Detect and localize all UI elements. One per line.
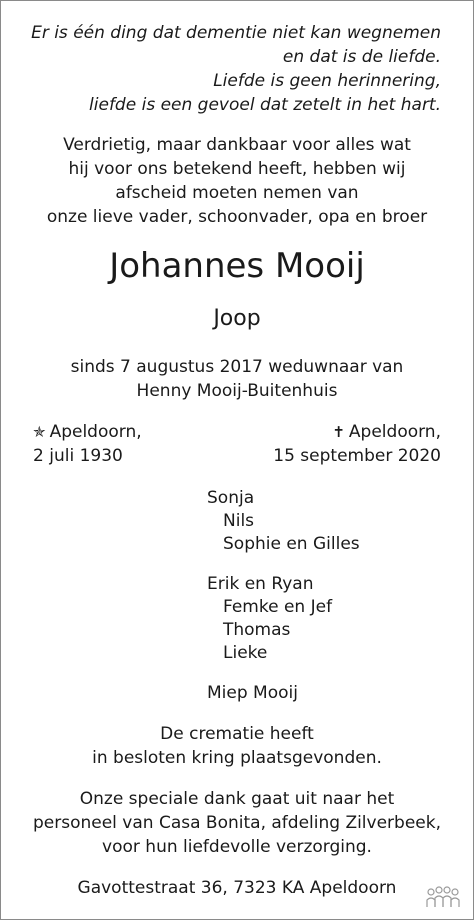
family-member: Erik en Ryan <box>207 574 314 594</box>
cremation-line: in besloten kring plaatsgevonden. <box>92 748 382 768</box>
cremation-line: De crematie heeft <box>160 724 314 744</box>
people-group-icon <box>425 883 461 909</box>
family-member: Sonja <box>207 488 255 508</box>
thanks-line: personeel van Casa Bonita, afdeling Zilverbeek, <box>32 813 442 833</box>
deceased-name: Johannes Mooij <box>109 246 365 286</box>
poem-line: Liefde is geen herinnering, <box>213 71 441 91</box>
address: Gavottestraat 36, 7323 KA Apeldoorn <box>77 878 397 898</box>
intro-line: Verdrietig, maar dankbaar voor alles wat <box>63 135 411 155</box>
birth-place: Apeldoorn, <box>49 422 142 442</box>
thanks-line: Onze speciale dank gaat uit naar het <box>79 789 395 809</box>
death-info <box>332 421 441 443</box>
nickname: Joop <box>213 306 261 331</box>
poem-line: en dat is de liefde. <box>282 47 441 67</box>
poem-line: Er is één ding dat dementie niet kan wegnemen <box>31 23 441 43</box>
widower-line: Henny Mooij-Buitenhuis <box>136 381 338 401</box>
intro-line: hij voor ons betekend heeft, hebben wij <box>68 159 406 179</box>
widower-line: sinds 7 augustus 2017 weduwnaar van <box>70 357 404 377</box>
family-member: Lieke <box>223 643 268 663</box>
family-member: Thomas <box>223 620 291 640</box>
cross-icon: ✝ <box>332 423 345 441</box>
death-date: 15 september 2020 <box>273 446 441 466</box>
family-member: Sophie en Gilles <box>223 534 360 554</box>
intro-line: afscheid moeten nemen van <box>115 183 359 203</box>
thanks-line: voor hun liefdevolle verzorging. <box>102 837 372 857</box>
death-place: Apeldoorn, <box>348 422 441 442</box>
family-member: Miep Mooij <box>207 683 298 703</box>
family-member: Femke en Jef <box>223 597 333 617</box>
birth-info <box>33 421 142 443</box>
star-icon: ✯ <box>33 423 46 441</box>
intro-line: onze lieve vader, schoonvader, opa en broer <box>46 207 428 227</box>
poem-line: liefde is een gevoel dat zetelt in het hart. <box>89 95 441 115</box>
birth-date: 2 juli 1930 <box>33 446 123 466</box>
family-member: Nils <box>223 511 255 531</box>
